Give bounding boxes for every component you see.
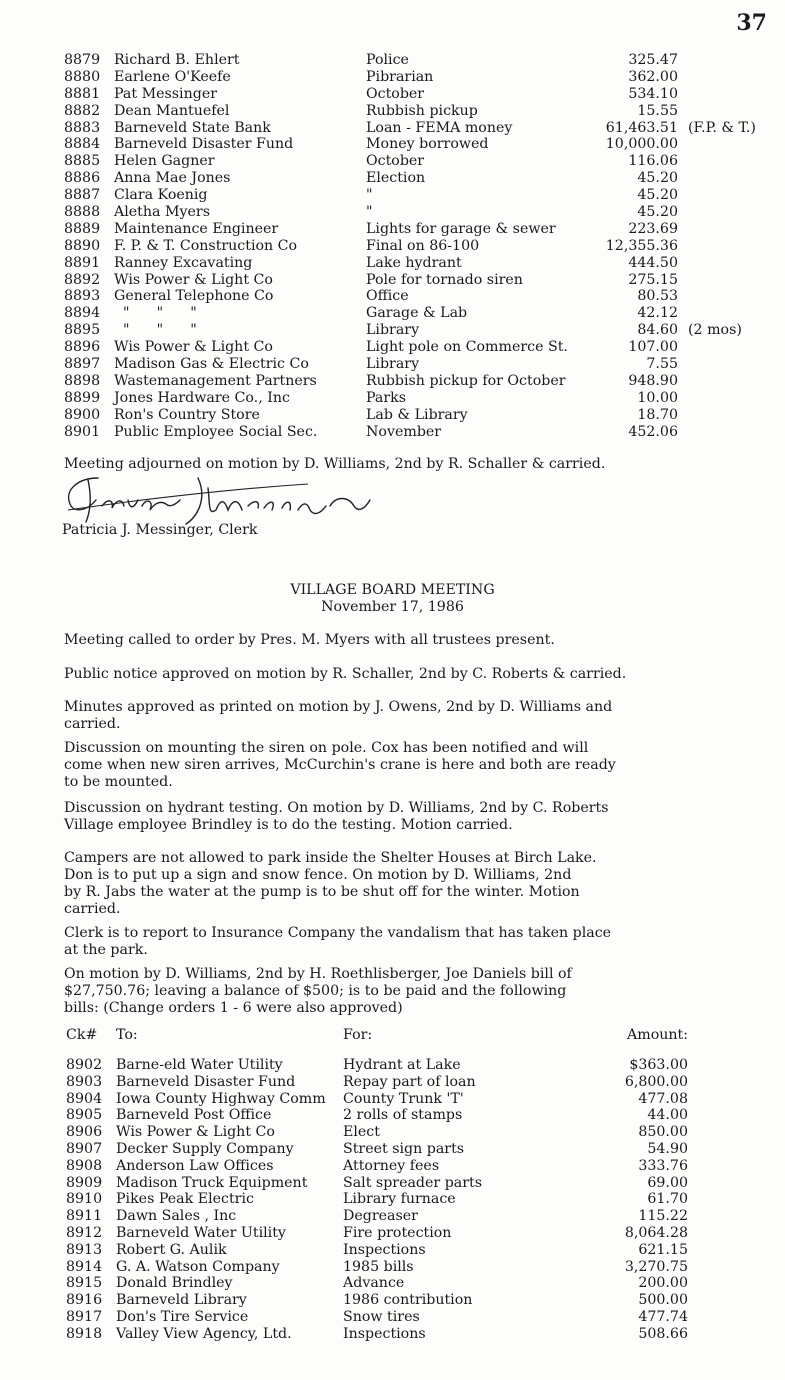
adjournment-text: Meeting adjourned on motion by D. Williams, 2nd by R. Schaller & carried. xyxy=(64,456,606,472)
amount: 6,800.00 xyxy=(624,1073,688,1090)
amount: 333.76 xyxy=(638,1157,688,1174)
bill-row xyxy=(0,1107,785,1124)
bill-row xyxy=(0,373,785,390)
check-number: 8888 xyxy=(64,204,101,221)
payee: Pat Messinger xyxy=(114,85,217,102)
bill-row xyxy=(0,1275,785,1292)
check-number: 8886 xyxy=(64,170,101,187)
check-number: 8902 xyxy=(66,1057,103,1073)
amount: 275.15 xyxy=(628,271,678,288)
purpose: Hydrant at Lake xyxy=(343,1057,461,1073)
check-number: 8891 xyxy=(64,254,101,271)
amount: 61.70 xyxy=(647,1191,688,1208)
check-number: 8883 xyxy=(64,119,101,136)
payee: Wis Power & Light Co xyxy=(114,339,273,356)
payee: Maintenance Engineer xyxy=(114,220,279,237)
check-number: 8916 xyxy=(66,1292,103,1309)
bill-row xyxy=(0,103,785,120)
amount: 115.22 xyxy=(638,1208,688,1225)
check-number: 8910 xyxy=(66,1191,103,1208)
payee: " " " xyxy=(114,322,197,339)
payee: Barneveld Post Office xyxy=(116,1107,272,1124)
purpose: 1986 contribution xyxy=(343,1292,473,1309)
purpose: Repay part of loan xyxy=(343,1073,476,1090)
bill-row xyxy=(0,305,785,322)
bill-row xyxy=(0,424,785,441)
bill-row xyxy=(0,153,785,170)
bill-row xyxy=(0,52,785,69)
bill-row xyxy=(0,69,785,86)
bill-row xyxy=(0,255,785,272)
purpose: October xyxy=(366,85,425,102)
check-number: 8884 xyxy=(64,136,101,153)
bills-ledger-bottom xyxy=(0,1027,785,1343)
purpose: Library xyxy=(366,356,420,373)
bill-row xyxy=(0,407,785,424)
meeting-title: VILLAGE BOARD MEETING xyxy=(290,582,495,598)
paragraph: On motion by D. Williams, 2nd by H. Roethlisberger, Joe Daniels bill of $27,750.76; leaving a balance of $500; is to be paid and the following bills: (Change orders 1 - 6 were also approved) xyxy=(64,966,572,1016)
purpose: Office xyxy=(366,288,409,305)
purpose: " xyxy=(366,204,373,221)
purpose: Loan - FEMA money xyxy=(366,119,513,136)
payee: Jones Hardware Co., Inc xyxy=(114,389,290,406)
payee: Wis Power & Light Co xyxy=(116,1124,275,1141)
check-number: 8896 xyxy=(64,339,101,356)
check-number: 8909 xyxy=(66,1174,103,1191)
purpose: Inspections xyxy=(343,1241,426,1258)
payee: Dawn Sales , Inc xyxy=(116,1208,237,1225)
amount: 12,355.36 xyxy=(605,237,678,254)
payee: Earlene O'Keefe xyxy=(114,68,231,85)
purpose: Election xyxy=(366,170,426,187)
check-number: 8913 xyxy=(66,1241,103,1258)
amount: 45.20 xyxy=(637,170,678,187)
bill-row xyxy=(0,288,785,305)
payee: Barneveld Disaster Fund xyxy=(116,1073,296,1090)
bill-row xyxy=(0,1091,785,1108)
amount: 362.00 xyxy=(628,68,678,85)
payee: Decker Supply Company xyxy=(116,1140,294,1157)
payee: Iowa County Highway Comm xyxy=(116,1090,326,1107)
check-number: 8890 xyxy=(64,237,101,254)
bill-row xyxy=(0,1309,785,1326)
check-number: 8918 xyxy=(66,1325,103,1342)
bill-row xyxy=(0,272,785,289)
bill-row xyxy=(0,1292,785,1309)
amount: 84.60 xyxy=(637,322,678,339)
payee: Ron's Country Store xyxy=(114,406,260,423)
paragraph: Discussion on mounting the siren on pole. Cox has been notified and will come when new siren arrives, McCurchin's crane is here and both are ready to be mounted. xyxy=(64,740,616,790)
amount: 948.90 xyxy=(628,372,678,389)
amount: 325.47 xyxy=(628,52,678,68)
payee: F. P. & T. Construction Co xyxy=(114,237,298,254)
purpose: Light pole on Commerce St. xyxy=(366,339,568,356)
purpose: Pibrarian xyxy=(366,68,434,85)
purpose: Library furnace xyxy=(343,1191,456,1208)
amount: 223.69 xyxy=(628,220,678,237)
purpose: Attorney fees xyxy=(343,1157,440,1174)
check-number: 8882 xyxy=(64,102,101,119)
amount: 452.06 xyxy=(628,423,678,440)
check-number: 8879 xyxy=(64,52,101,68)
purpose: Rubbish pickup xyxy=(366,102,478,119)
bill-row xyxy=(0,1259,785,1276)
meeting-date: November 17, 1986 xyxy=(321,599,464,615)
purpose: November xyxy=(366,423,442,440)
check-number: 8897 xyxy=(64,356,101,373)
amount: 61,463.51 xyxy=(605,119,678,136)
amount: 10,000.00 xyxy=(605,136,678,153)
purpose: Library xyxy=(366,322,420,339)
check-number: 8911 xyxy=(66,1208,103,1225)
check-number: 8887 xyxy=(64,187,101,204)
payee: Aletha Myers xyxy=(114,204,210,221)
payee: Richard B. Ehlert xyxy=(114,52,240,68)
paragraph: Minutes approved as printed on motion by J. Owens, 2nd by D. Williams and carried. xyxy=(64,699,613,732)
amount: 477.74 xyxy=(638,1308,688,1325)
paragraph: Clerk is to report to Insurance Company the vandalism that has taken place at the park. xyxy=(64,925,612,958)
bill-row xyxy=(0,86,785,103)
purpose: 2 rolls of stamps xyxy=(343,1107,463,1124)
payee: Barne-eld Water Utility xyxy=(116,1057,283,1073)
bill-row xyxy=(0,136,785,153)
check-number: 8901 xyxy=(64,423,101,440)
check-number: 8906 xyxy=(66,1124,103,1141)
purpose: Rubbish pickup for October xyxy=(366,372,566,389)
bill-row xyxy=(0,238,785,255)
paragraph: Campers are not allowed to park inside the Shelter Houses at Birch Lake. Don is to put up a sign and snow fence. On motion by D. Williams, 2nd by R. Jabs the water at the pump is to be shut off for the winter. Motion carried. xyxy=(64,850,597,917)
check-number: 8881 xyxy=(64,85,101,102)
purpose: 1985 bills xyxy=(343,1258,414,1275)
payee: Madison Truck Equipment xyxy=(116,1174,308,1191)
purpose: Police xyxy=(366,52,409,68)
check-number: 8899 xyxy=(64,389,101,406)
amount: 3,270.75 xyxy=(624,1258,688,1275)
purpose: " xyxy=(366,187,373,204)
purpose: October xyxy=(366,153,425,170)
purpose: Street sign parts xyxy=(343,1140,465,1157)
purpose: Garage & Lab xyxy=(366,305,468,322)
payee: Barneveld Disaster Fund xyxy=(114,136,294,153)
amount: 44.00 xyxy=(647,1107,688,1124)
amount: 850.00 xyxy=(638,1124,688,1141)
amount: 15.55 xyxy=(637,102,678,119)
amount: 7.55 xyxy=(646,356,678,373)
note: (F.P. & T.) xyxy=(688,119,756,136)
check-number: 8903 xyxy=(66,1073,103,1090)
bill-row xyxy=(0,1242,785,1259)
bill-row xyxy=(0,1141,785,1158)
amount: 18.70 xyxy=(637,406,678,423)
payee: Donald Brindley xyxy=(116,1275,233,1292)
bill-row xyxy=(0,322,785,339)
bill-row xyxy=(0,1208,785,1225)
paragraph: Discussion on hydrant testing. On motion by D. Williams, 2nd by C. Roberts Village employee Brindley is to do the testing. Motion carried. xyxy=(64,800,609,833)
check-number: 8907 xyxy=(66,1140,103,1157)
check-number: 8894 xyxy=(64,305,101,322)
bill-row xyxy=(0,1225,785,1242)
amount: 500.00 xyxy=(638,1292,688,1309)
purpose: Pole for tornado siren xyxy=(366,271,523,288)
payee: Robert G. Aulik xyxy=(116,1241,227,1258)
header-check-number: Ck# xyxy=(66,1027,98,1043)
amount: 54.90 xyxy=(647,1140,688,1157)
check-number: 8898 xyxy=(64,372,101,389)
purpose: Fire protection xyxy=(343,1224,452,1241)
bill-row xyxy=(0,187,785,204)
payee: Dean Mantuefel xyxy=(114,102,230,119)
check-number: 8880 xyxy=(64,68,101,85)
header-payee: To: xyxy=(116,1027,138,1043)
header-purpose: For: xyxy=(343,1027,373,1043)
check-number: 8885 xyxy=(64,153,101,170)
check-number: 8905 xyxy=(66,1107,103,1124)
bill-row xyxy=(0,170,785,187)
check-number: 8889 xyxy=(64,220,101,237)
check-number: 8915 xyxy=(66,1275,103,1292)
purpose: Money borrowed xyxy=(366,136,489,153)
bill-row xyxy=(0,221,785,238)
purpose: Parks xyxy=(366,389,407,406)
bills-header-row xyxy=(0,1027,785,1057)
payee: General Telephone Co xyxy=(114,288,274,305)
payee: Valley View Agency, Ltd. xyxy=(116,1325,292,1342)
purpose: Elect xyxy=(343,1124,380,1141)
amount: 621.15 xyxy=(638,1241,688,1258)
amount: 42.12 xyxy=(637,305,678,322)
purpose: Degreaser xyxy=(343,1208,418,1225)
payee: Ranney Excavating xyxy=(114,254,253,271)
check-number: 8895 xyxy=(64,322,101,339)
purpose: Inspections xyxy=(343,1325,426,1342)
payee: Barneveld Library xyxy=(116,1292,247,1309)
amount: $363.00 xyxy=(629,1057,688,1073)
bill-row xyxy=(0,390,785,407)
paragraph: Meeting called to order by Pres. M. Myers with all trustees present. xyxy=(64,632,555,648)
payee: " " " xyxy=(114,305,197,322)
amount: 107.00 xyxy=(628,339,678,356)
clerk-name: Patricia J. Messinger, Clerk xyxy=(62,522,258,538)
payee: Barneveld Water Utility xyxy=(116,1224,286,1241)
amount: 80.53 xyxy=(637,288,678,305)
bill-row xyxy=(0,356,785,373)
bill-row xyxy=(0,1326,785,1343)
bill-row xyxy=(0,339,785,356)
check-number: 8914 xyxy=(66,1258,103,1275)
page-number: 37 xyxy=(736,10,767,36)
payee: Anderson Law Offices xyxy=(116,1157,274,1174)
amount: 45.20 xyxy=(637,187,678,204)
amount: 8,064.28 xyxy=(624,1224,688,1241)
amount: 534.10 xyxy=(628,85,678,102)
check-number: 8908 xyxy=(66,1157,103,1174)
purpose: Advance xyxy=(343,1275,405,1292)
payee: Public Employee Social Sec. xyxy=(114,423,318,440)
check-number: 8900 xyxy=(64,406,101,423)
check-number: 8893 xyxy=(64,288,101,305)
amount: 508.66 xyxy=(638,1325,688,1342)
check-number: 8904 xyxy=(66,1090,103,1107)
amount: 116.06 xyxy=(628,153,678,170)
bill-row xyxy=(0,1124,785,1141)
payee: Don's Tire Service xyxy=(116,1308,249,1325)
purpose: Final on 86-100 xyxy=(366,237,480,254)
purpose: Salt spreader parts xyxy=(343,1174,483,1191)
bill-row xyxy=(0,1158,785,1175)
payee: Barneveld State Bank xyxy=(114,119,271,136)
check-number: 8917 xyxy=(66,1308,103,1325)
header-amount: Amount: xyxy=(627,1027,688,1043)
purpose: Snow tires xyxy=(343,1308,420,1325)
payee: Anna Mae Jones xyxy=(114,170,231,187)
payee: Wastemanagement Partners xyxy=(114,372,317,389)
purpose: Lake hydrant xyxy=(366,254,462,271)
check-number: 8912 xyxy=(66,1224,103,1241)
payee: Pikes Peak Electric xyxy=(116,1191,254,1208)
bill-row xyxy=(0,204,785,221)
purpose: Lab & Library xyxy=(366,406,468,423)
bills-ledger-top xyxy=(0,52,785,440)
bill-row xyxy=(0,1074,785,1091)
amount: 444.50 xyxy=(628,254,678,271)
bill-row xyxy=(0,120,785,137)
note: (2 mos) xyxy=(688,322,742,339)
amount: 200.00 xyxy=(638,1275,688,1292)
payee: Wis Power & Light Co xyxy=(114,271,273,288)
payee: G. A. Watson Company xyxy=(116,1258,280,1275)
purpose: Lights for garage & sewer xyxy=(366,220,556,237)
amount: 45.20 xyxy=(637,204,678,221)
amount: 69.00 xyxy=(647,1174,688,1191)
check-number: 8892 xyxy=(64,271,101,288)
bill-row xyxy=(0,1175,785,1192)
bill-row xyxy=(0,1057,785,1074)
payee: Helen Gagner xyxy=(114,153,215,170)
bill-row xyxy=(0,1191,785,1208)
amount: 10.00 xyxy=(637,389,678,406)
payee: Clara Koenig xyxy=(114,187,208,204)
amount: 477.08 xyxy=(638,1090,688,1107)
paragraph: Public notice approved on motion by R. Schaller, 2nd by C. Roberts & carried. xyxy=(64,666,627,682)
purpose: County Trunk 'T' xyxy=(343,1090,464,1107)
payee: Madison Gas & Electric Co xyxy=(114,356,309,373)
